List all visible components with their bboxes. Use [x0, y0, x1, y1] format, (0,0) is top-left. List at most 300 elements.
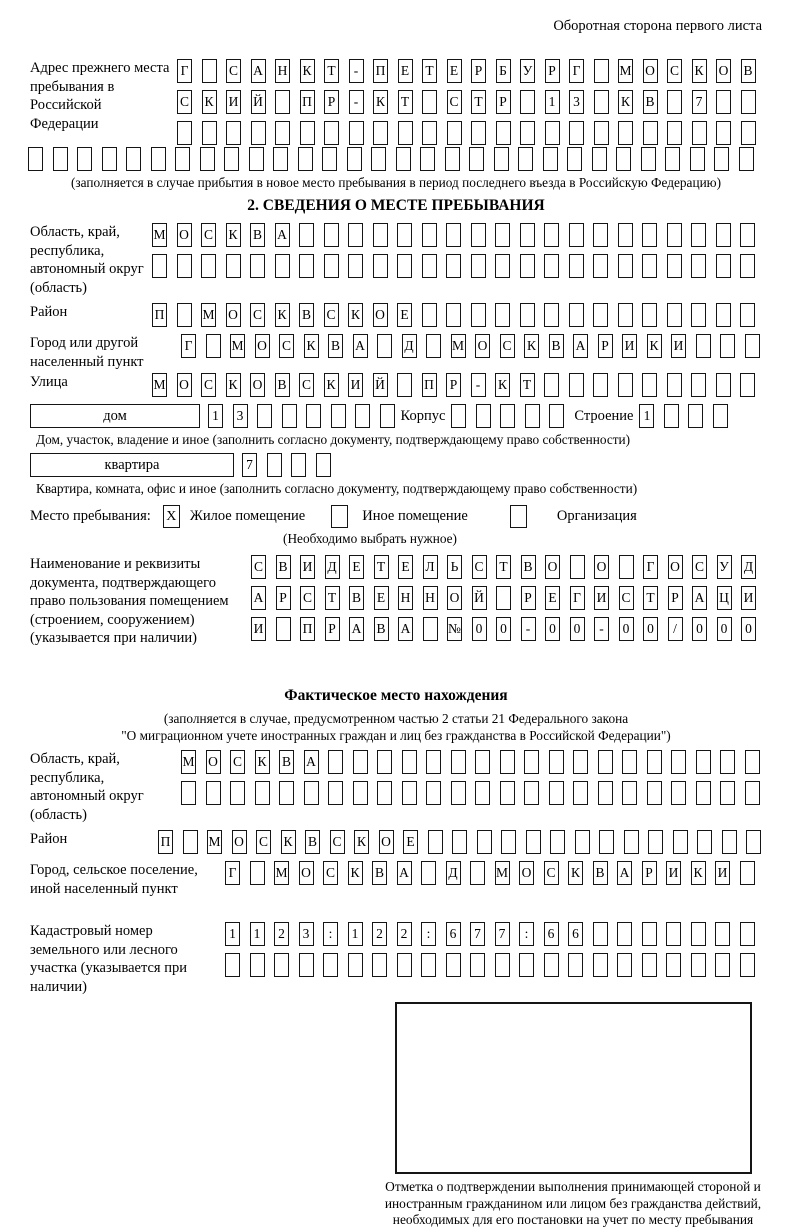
char-cell: В	[374, 617, 389, 641]
char-cell: А	[573, 334, 588, 358]
char-cell	[524, 781, 539, 805]
char-cell: С	[279, 334, 294, 358]
char-cell: С	[177, 90, 192, 114]
char-cell: С	[447, 90, 462, 114]
char-cell	[299, 223, 314, 247]
char-cell	[696, 750, 711, 774]
char-cell: 0	[619, 617, 634, 641]
char-cell	[641, 147, 656, 171]
char-cell: О	[226, 303, 241, 327]
char-cell: 0	[741, 617, 756, 641]
char-cell	[423, 617, 438, 641]
char-cell	[671, 781, 686, 805]
char-cell	[642, 254, 657, 278]
char-cell: Ь	[447, 555, 462, 579]
char-cell: А	[692, 586, 707, 610]
stamp-box	[395, 1002, 752, 1174]
checkbox-zhiloe: X	[163, 505, 180, 528]
char-cell	[348, 223, 363, 247]
char-cell	[569, 254, 584, 278]
char-cell: Р	[598, 334, 613, 358]
prev-address-note: (заполняется в случае прибытия в новое место пребывания в период последнего въезда в Российскую Федерацию)	[70, 175, 722, 190]
char-cell: Е	[398, 555, 413, 579]
char-cell	[594, 121, 609, 145]
field-mesto-prebyvaniya	[30, 505, 762, 528]
char-cell	[642, 223, 657, 247]
char-cell	[720, 781, 735, 805]
stamp-note: Отметка о подтверждении выполнения принимающей стороной и иностранным гражданином или лицом без гражданства действий, необходимых для его постановки на учет по месту пребывания	[384, 1179, 762, 1227]
char-cell	[469, 147, 484, 171]
char-cell	[618, 121, 633, 145]
char-cell: С	[300, 586, 315, 610]
char-cell: Р	[496, 90, 511, 114]
organizatsiya-label: Организация	[556, 508, 637, 524]
char-cell	[496, 586, 511, 610]
char-cell: М	[230, 334, 245, 358]
stroenie-row	[639, 404, 728, 428]
char-cell	[177, 254, 192, 278]
char-cell: В	[328, 334, 343, 358]
char-cell	[664, 404, 679, 428]
char-cell	[593, 223, 608, 247]
char-cell: А	[251, 59, 266, 83]
char-cell: Е	[349, 555, 364, 579]
kvartira-box: квартира	[30, 453, 234, 477]
char-cell	[691, 303, 706, 327]
char-cell	[716, 373, 731, 397]
inoe-label: Иное помещение	[362, 508, 468, 524]
char-cell: /	[668, 617, 683, 641]
char-cell	[397, 953, 412, 977]
char-cell	[422, 254, 437, 278]
char-cell	[617, 922, 632, 946]
char-cell: 0	[692, 617, 707, 641]
char-cell	[421, 861, 436, 885]
kadastr-row-2	[225, 953, 762, 977]
char-cell	[575, 830, 590, 854]
char-cell	[53, 147, 68, 171]
char-cell: 1	[545, 90, 560, 114]
checkbox-organizatsiya	[510, 505, 527, 528]
document-row-2	[251, 586, 762, 610]
char-cell	[328, 750, 343, 774]
gorod-factual-label: Город, сельское поселение, иной населенный пункт	[30, 862, 198, 897]
char-cell: Т	[471, 90, 486, 114]
char-cell	[402, 750, 417, 774]
char-cell	[397, 223, 412, 247]
char-cell	[249, 147, 264, 171]
char-cell	[447, 121, 462, 145]
char-cell: С	[226, 59, 241, 83]
char-cell	[420, 147, 435, 171]
char-cell	[475, 750, 490, 774]
mesto-note: (Необходимо выбрать нужное)	[283, 531, 457, 546]
char-cell: Б	[496, 59, 511, 83]
char-cell	[618, 303, 633, 327]
char-cell: :	[519, 922, 534, 946]
char-cell: Р	[325, 617, 340, 641]
char-cell	[622, 781, 637, 805]
char-cell: С	[324, 303, 339, 327]
char-cell	[567, 147, 582, 171]
char-cell: Т	[325, 586, 340, 610]
char-cell	[279, 781, 294, 805]
char-cell	[713, 404, 728, 428]
char-cell	[746, 830, 761, 854]
char-cell	[422, 223, 437, 247]
char-cell	[476, 404, 491, 428]
char-cell: Р	[471, 59, 486, 83]
char-cell: :	[323, 922, 338, 946]
char-cell	[373, 223, 388, 247]
kadastr-label: Кадастровый номер земельного или лесного участка (указывается при наличии)	[30, 923, 187, 995]
char-cell: Д	[446, 861, 461, 885]
char-cell	[126, 147, 141, 171]
char-cell: 7	[242, 453, 257, 477]
char-cell	[206, 781, 221, 805]
char-cell: П	[152, 303, 167, 327]
char-cell	[324, 121, 339, 145]
char-cell	[428, 830, 443, 854]
char-cell: О	[299, 861, 314, 885]
char-cell	[716, 90, 731, 114]
char-cell	[274, 953, 289, 977]
char-cell: М	[181, 750, 196, 774]
oblast-label: Область, край, республика, автономный округ (область)	[30, 224, 144, 296]
char-cell	[445, 147, 460, 171]
char-cell: О	[519, 861, 534, 885]
char-cell	[715, 953, 730, 977]
char-cell: И	[226, 90, 241, 114]
char-cell	[593, 953, 608, 977]
char-cell	[692, 121, 707, 145]
field-dom-row	[30, 404, 762, 428]
char-cell	[422, 90, 437, 114]
dom-number-row	[208, 404, 395, 428]
char-cell: Г	[181, 334, 196, 358]
char-cell	[573, 781, 588, 805]
char-cell	[618, 223, 633, 247]
char-cell	[520, 223, 535, 247]
mesto-label: Место пребывания:	[30, 508, 151, 524]
char-cell	[495, 303, 510, 327]
char-cell	[691, 373, 706, 397]
char-cell: В	[741, 59, 756, 83]
char-cell: О	[447, 586, 462, 610]
char-cell	[276, 617, 291, 641]
char-cell	[322, 147, 337, 171]
char-cell	[495, 223, 510, 247]
kadastr-row-1	[225, 922, 762, 946]
char-cell	[518, 147, 533, 171]
section2-title: 2. СВЕДЕНИЯ О МЕСТЕ ПРЕБЫВАНИЯ	[247, 197, 545, 214]
char-cell	[598, 750, 613, 774]
char-cell	[380, 404, 395, 428]
char-cell: К	[354, 830, 369, 854]
char-cell: В	[349, 586, 364, 610]
char-cell	[740, 373, 755, 397]
char-cell: 6	[568, 922, 583, 946]
char-cell	[720, 334, 735, 358]
char-cell	[291, 453, 306, 477]
char-cell	[741, 90, 756, 114]
char-cell: М	[451, 334, 466, 358]
char-cell	[202, 59, 217, 83]
char-cell: А	[398, 617, 413, 641]
char-cell: О	[716, 59, 731, 83]
char-cell: В	[305, 830, 320, 854]
char-cell	[397, 373, 412, 397]
char-cell	[594, 59, 609, 83]
korpus-row	[451, 404, 564, 428]
char-cell: И	[715, 861, 730, 885]
korpus-label: Корпус	[400, 407, 446, 424]
char-cell: В	[250, 223, 265, 247]
char-cell	[396, 147, 411, 171]
char-cell	[426, 334, 441, 358]
char-cell: Е	[403, 830, 418, 854]
char-cell: Р	[446, 373, 461, 397]
char-cell: В	[521, 555, 536, 579]
char-cell: П	[300, 90, 315, 114]
char-cell	[617, 953, 632, 977]
char-cell: Н	[275, 59, 290, 83]
char-cell: О	[177, 373, 192, 397]
field-document	[30, 555, 762, 673]
char-cell: С	[472, 555, 487, 579]
char-cell	[328, 781, 343, 805]
char-cell	[495, 953, 510, 977]
char-cell	[667, 373, 682, 397]
char-cell: -	[471, 373, 486, 397]
char-cell	[648, 830, 663, 854]
char-cell	[299, 953, 314, 977]
stroenie-label: Строение	[574, 407, 634, 424]
char-cell	[398, 121, 413, 145]
char-cell	[250, 953, 265, 977]
char-cell	[690, 147, 705, 171]
char-cell: В	[372, 861, 387, 885]
char-cell	[446, 303, 461, 327]
char-cell	[496, 121, 511, 145]
prev-address-row-2	[177, 90, 762, 114]
char-cell: К	[495, 373, 510, 397]
char-cell	[299, 254, 314, 278]
char-cell	[471, 223, 486, 247]
char-cell: О	[594, 555, 609, 579]
char-cell: Р	[324, 90, 339, 114]
char-cell	[224, 147, 239, 171]
char-cell	[647, 781, 662, 805]
field-gorod	[30, 334, 762, 373]
char-cell: У	[717, 555, 732, 579]
char-cell	[377, 781, 392, 805]
char-cell	[304, 781, 319, 805]
char-cell: С	[201, 223, 216, 247]
char-cell: Т	[496, 555, 511, 579]
char-cell: С	[230, 750, 245, 774]
char-cell: Е	[545, 586, 560, 610]
char-cell: И	[622, 334, 637, 358]
char-cell	[740, 254, 755, 278]
char-cell	[183, 830, 198, 854]
char-cell	[152, 254, 167, 278]
char-cell	[696, 781, 711, 805]
char-cell	[593, 303, 608, 327]
oblast-row-1	[152, 223, 762, 247]
char-cell	[716, 254, 731, 278]
oblast-factual-row-2	[181, 781, 762, 805]
char-cell	[347, 147, 362, 171]
char-cell	[451, 404, 466, 428]
char-cell	[667, 303, 682, 327]
char-cell	[177, 303, 192, 327]
char-cell	[151, 147, 166, 171]
char-cell: Е	[447, 59, 462, 83]
char-cell	[255, 781, 270, 805]
char-cell	[624, 830, 639, 854]
char-cell	[697, 830, 712, 854]
char-cell	[696, 334, 711, 358]
char-cell: 2	[274, 922, 289, 946]
char-cell: Ц	[717, 586, 732, 610]
char-cell	[593, 254, 608, 278]
raion-row	[152, 303, 762, 327]
char-cell: И	[666, 861, 681, 885]
stamp-area	[30, 1002, 762, 1229]
char-cell	[422, 303, 437, 327]
char-cell: К	[373, 90, 388, 114]
char-cell: С	[500, 334, 515, 358]
char-cell: С	[256, 830, 271, 854]
char-cell	[673, 830, 688, 854]
factual-note-2: "О миграционном учете иностранных граждан и лиц без гражданства в Российской Федерации")	[121, 728, 671, 743]
char-cell: У	[520, 59, 535, 83]
char-cell	[544, 254, 559, 278]
char-cell: 6	[544, 922, 559, 946]
char-cell	[471, 254, 486, 278]
ulitsa-row	[152, 373, 762, 397]
factual-title: Фактическое место нахождения	[284, 687, 508, 704]
char-cell	[691, 922, 706, 946]
dom-box: дом	[30, 404, 200, 428]
char-cell: Е	[397, 303, 412, 327]
char-cell: 0	[570, 617, 585, 641]
char-cell	[599, 830, 614, 854]
raion-label: Район	[30, 304, 68, 320]
char-cell	[202, 121, 217, 145]
char-cell	[550, 830, 565, 854]
char-cell: -	[594, 617, 609, 641]
char-cell: С	[250, 303, 265, 327]
prev-address-row-4	[28, 147, 762, 171]
char-cell	[524, 750, 539, 774]
char-cell: 0	[496, 617, 511, 641]
char-cell	[568, 953, 583, 977]
char-cell: 3	[299, 922, 314, 946]
char-cell: А	[275, 223, 290, 247]
char-cell	[665, 147, 680, 171]
char-cell	[569, 121, 584, 145]
raion-factual-row	[158, 830, 762, 854]
char-cell: Г	[570, 586, 585, 610]
char-cell	[275, 121, 290, 145]
oblast-factual-label: Область, край, республика, автономный округ (область)	[30, 751, 144, 823]
char-cell: -	[349, 59, 364, 83]
dom-note: Дом, участок, владение и иное (заполнить согласно документу, подтверждающему право собственности)	[36, 432, 631, 447]
char-cell	[544, 373, 559, 397]
char-cell: Й	[472, 586, 487, 610]
char-cell	[520, 90, 535, 114]
char-cell	[200, 147, 215, 171]
char-cell	[175, 147, 190, 171]
char-cell: И	[348, 373, 363, 397]
char-cell: 0	[545, 617, 560, 641]
char-cell	[225, 953, 240, 977]
char-cell: Т	[374, 555, 389, 579]
char-cell: Й	[373, 373, 388, 397]
page-side-note: Оборотная сторона первого листа	[553, 18, 762, 34]
char-cell	[377, 334, 392, 358]
char-cell: С	[544, 861, 559, 885]
char-cell: Й	[251, 90, 266, 114]
char-cell	[594, 90, 609, 114]
char-cell: А	[251, 586, 266, 610]
char-cell	[740, 953, 755, 977]
char-cell	[592, 147, 607, 171]
char-cell	[739, 147, 754, 171]
char-cell	[206, 334, 221, 358]
field-gorod-factual	[30, 861, 762, 900]
char-cell: Т	[398, 90, 413, 114]
char-cell	[250, 861, 265, 885]
char-cell: К	[692, 59, 707, 83]
char-cell	[549, 781, 564, 805]
char-cell	[691, 223, 706, 247]
prev-address-label: Адрес прежнего места пребывания в Российской Федерации	[30, 60, 170, 132]
char-cell: О	[668, 555, 683, 579]
char-cell: К	[524, 334, 539, 358]
char-cell	[647, 750, 662, 774]
char-cell: 7	[470, 922, 485, 946]
gorod-label: Город или другой населенный пункт	[30, 335, 144, 370]
char-cell	[520, 121, 535, 145]
char-cell	[740, 303, 755, 327]
checkbox-inoe	[331, 505, 348, 528]
char-cell	[251, 121, 266, 145]
char-cell: С	[251, 555, 266, 579]
char-cell: Т	[643, 586, 658, 610]
char-cell	[544, 953, 559, 977]
char-cell: №	[447, 617, 462, 641]
char-cell: Т	[422, 59, 437, 83]
char-cell: В	[643, 90, 658, 114]
char-cell: 2	[397, 922, 412, 946]
char-cell	[323, 953, 338, 977]
char-cell	[426, 750, 441, 774]
char-cell	[688, 404, 703, 428]
ulitsa-label: Улица	[30, 374, 68, 390]
char-cell	[740, 223, 755, 247]
char-cell	[716, 121, 731, 145]
char-cell	[569, 303, 584, 327]
char-cell: О	[255, 334, 270, 358]
char-cell: М	[274, 861, 289, 885]
char-cell: В	[299, 303, 314, 327]
char-cell	[720, 750, 735, 774]
char-cell	[451, 781, 466, 805]
char-cell	[573, 750, 588, 774]
